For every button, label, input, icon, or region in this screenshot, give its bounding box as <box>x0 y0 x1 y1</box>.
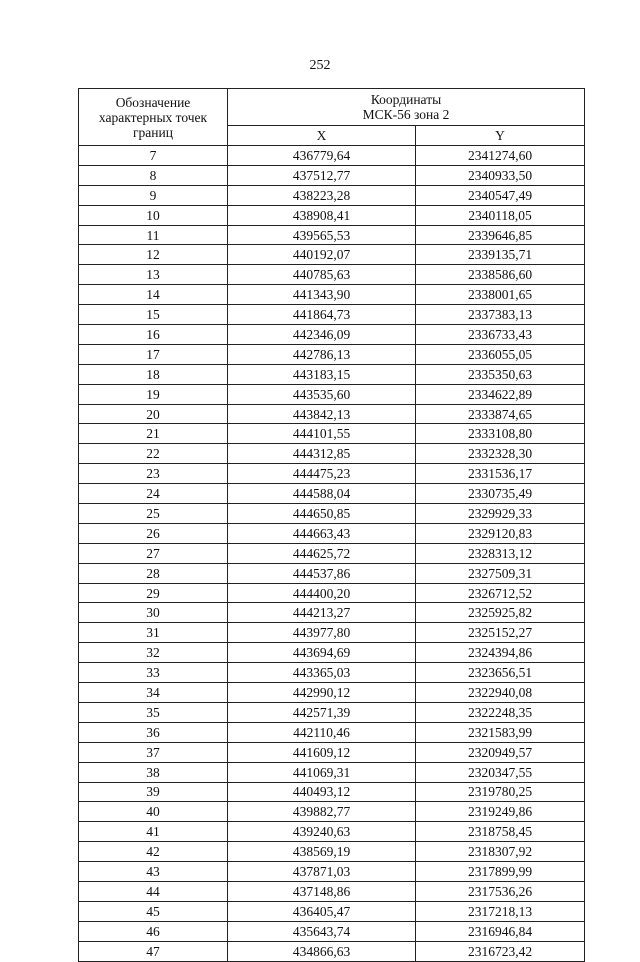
x-column-header: X <box>228 125 416 145</box>
x-coordinate-cell: 437871,03 <box>228 862 416 882</box>
point-cell: 29 <box>79 583 228 603</box>
table-row <box>79 325 585 345</box>
y-coordinate-cell: 2332328,30 <box>416 444 585 464</box>
table-row <box>79 165 585 185</box>
y-coordinate-cell: 2330735,49 <box>416 484 585 504</box>
x-coordinate-cell: 437512,77 <box>228 165 416 185</box>
y-coordinate-cell: 2333108,80 <box>416 424 585 444</box>
coords-header-line-2: МСК-56 зона 2 <box>362 106 450 122</box>
page-number: 252 <box>309 58 331 73</box>
y-coordinate-cell: 2340933,50 <box>416 165 585 185</box>
x-coordinate-cell: 441343,90 <box>228 285 416 305</box>
point-cell: 20 <box>79 404 228 424</box>
table-row <box>79 941 585 961</box>
x-coordinate-cell: 439240,63 <box>228 822 416 842</box>
table-row <box>79 364 585 384</box>
table-row <box>79 285 585 305</box>
point-cell: 37 <box>79 742 228 762</box>
table-row <box>79 862 585 882</box>
x-coordinate-cell: 439565,53 <box>228 225 416 245</box>
point-cell: 28 <box>79 563 228 583</box>
point-cell: 35 <box>79 702 228 722</box>
y-coordinate-cell: 2329120,83 <box>416 523 585 543</box>
x-coordinate-cell: 442110,46 <box>228 722 416 742</box>
x-coordinate-cell: 442346,09 <box>228 325 416 345</box>
point-cell: 22 <box>79 444 228 464</box>
y-coordinate-cell: 2333874,65 <box>416 404 585 424</box>
table-row <box>79 484 585 504</box>
x-coordinate-cell: 440785,63 <box>228 265 416 285</box>
point-cell: 45 <box>79 901 228 921</box>
table-row <box>79 265 585 285</box>
point-header-line-1: Обозначение <box>115 94 191 110</box>
point-cell: 27 <box>79 543 228 563</box>
table-row <box>79 822 585 842</box>
point-cell: 14 <box>79 285 228 305</box>
point-cell: 18 <box>79 364 228 384</box>
x-coordinate-cell: 437148,86 <box>228 881 416 901</box>
point-cell: 16 <box>79 325 228 345</box>
x-coordinate-cell: 439882,77 <box>228 802 416 822</box>
point-cell: 43 <box>79 862 228 882</box>
y-coordinate-cell: 2329929,33 <box>416 504 585 524</box>
point-cell: 11 <box>79 225 228 245</box>
x-coordinate-cell: 440192,07 <box>228 245 416 265</box>
table-row <box>79 563 585 583</box>
point-cell: 13 <box>79 265 228 285</box>
table-row <box>79 702 585 722</box>
point-cell: 34 <box>79 683 228 703</box>
point-cell: 15 <box>79 305 228 325</box>
table-row <box>79 921 585 941</box>
point-cell: 31 <box>79 623 228 643</box>
table-row <box>79 722 585 742</box>
y-coordinate-cell: 2324394,86 <box>416 643 585 663</box>
point-designation-header <box>79 89 228 146</box>
x-coordinate-cell: 444312,85 <box>228 444 416 464</box>
point-cell: 10 <box>79 205 228 225</box>
table-row <box>79 185 585 205</box>
table-row <box>79 901 585 921</box>
x-coordinate-cell: 444663,43 <box>228 523 416 543</box>
y-coordinate-cell: 2325925,82 <box>416 603 585 623</box>
point-cell: 7 <box>79 146 228 166</box>
x-coordinate-cell: 444650,85 <box>228 504 416 524</box>
point-cell: 40 <box>79 802 228 822</box>
point-cell: 46 <box>79 921 228 941</box>
coords-header-line-1: Координаты <box>370 91 442 107</box>
y-coordinate-cell: 2334622,89 <box>416 384 585 404</box>
x-coordinate-cell: 442571,39 <box>228 702 416 722</box>
table-row <box>79 245 585 265</box>
table-row <box>79 543 585 563</box>
y-coordinate-cell: 2325152,27 <box>416 623 585 643</box>
x-coordinate-cell: 444625,72 <box>228 543 416 563</box>
x-coordinate-cell: 444537,86 <box>228 563 416 583</box>
table-row <box>79 762 585 782</box>
y-coordinate-cell: 2318758,45 <box>416 822 585 842</box>
table-header <box>79 89 585 146</box>
y-coordinate-cell: 2340118,05 <box>416 205 585 225</box>
y-coordinate-cell: 2328313,12 <box>416 543 585 563</box>
point-cell: 44 <box>79 881 228 901</box>
y-coordinate-cell: 2320347,55 <box>416 762 585 782</box>
table-row <box>79 225 585 245</box>
y-coordinate-cell: 2339646,85 <box>416 225 585 245</box>
point-cell: 12 <box>79 245 228 265</box>
y-coordinate-cell: 2319249,86 <box>416 802 585 822</box>
y-coordinate-cell: 2341274,60 <box>416 146 585 166</box>
table-row <box>79 842 585 862</box>
table-row <box>79 623 585 643</box>
table-row <box>79 583 585 603</box>
table-row <box>79 146 585 166</box>
coordinates-table <box>78 88 585 962</box>
point-cell: 41 <box>79 822 228 842</box>
x-coordinate-cell: 435643,74 <box>228 921 416 941</box>
table-row <box>79 464 585 484</box>
point-cell: 36 <box>79 722 228 742</box>
x-coordinate-cell: 436779,64 <box>228 146 416 166</box>
point-cell: 47 <box>79 941 228 961</box>
x-coordinate-cell: 444101,55 <box>228 424 416 444</box>
table-row <box>79 742 585 762</box>
table-row <box>79 344 585 364</box>
x-coordinate-cell: 443183,15 <box>228 364 416 384</box>
point-cell: 42 <box>79 842 228 862</box>
y-coordinate-cell: 2326712,52 <box>416 583 585 603</box>
y-coordinate-cell: 2317899,99 <box>416 862 585 882</box>
table-row <box>79 881 585 901</box>
y-coordinate-cell: 2339135,71 <box>416 245 585 265</box>
point-cell: 38 <box>79 762 228 782</box>
x-coordinate-cell: 441609,12 <box>228 742 416 762</box>
y-coordinate-cell: 2323656,51 <box>416 663 585 683</box>
table-body <box>79 146 585 962</box>
y-coordinate-cell: 2331536,17 <box>416 464 585 484</box>
table-row <box>79 384 585 404</box>
table-row <box>79 683 585 703</box>
point-header-line-2: характерных точек <box>98 109 208 125</box>
x-coordinate-cell: 438908,41 <box>228 205 416 225</box>
x-coordinate-cell: 438223,28 <box>228 185 416 205</box>
table-row <box>79 205 585 225</box>
point-cell: 39 <box>79 782 228 802</box>
y-coordinate-cell: 2336733,43 <box>416 325 585 345</box>
x-coordinate-cell: 442990,12 <box>228 683 416 703</box>
point-cell: 8 <box>79 165 228 185</box>
y-coordinate-cell: 2340547,49 <box>416 185 585 205</box>
y-coordinate-cell: 2322940,08 <box>416 683 585 703</box>
point-header-line-3: границ <box>133 124 173 140</box>
table-row <box>79 424 585 444</box>
y-coordinate-cell: 2321583,99 <box>416 722 585 742</box>
table-row <box>79 444 585 464</box>
x-coordinate-cell: 436405,47 <box>228 901 416 921</box>
x-coordinate-cell: 444213,27 <box>228 603 416 623</box>
point-cell: 23 <box>79 464 228 484</box>
y-coordinate-cell: 2320949,57 <box>416 742 585 762</box>
y-coordinate-cell: 2316723,42 <box>416 941 585 961</box>
y-column-header: Y <box>416 125 585 145</box>
y-coordinate-cell: 2338001,65 <box>416 285 585 305</box>
x-coordinate-cell: 434866,63 <box>228 941 416 961</box>
x-coordinate-cell: 438569,19 <box>228 842 416 862</box>
y-coordinate-cell: 2317218,13 <box>416 901 585 921</box>
point-cell: 19 <box>79 384 228 404</box>
x-coordinate-cell: 443694,69 <box>228 643 416 663</box>
point-cell: 26 <box>79 523 228 543</box>
y-coordinate-cell: 2335350,63 <box>416 364 585 384</box>
x-coordinate-cell: 441864,73 <box>228 305 416 325</box>
coordinates-header <box>228 89 585 126</box>
point-cell: 25 <box>79 504 228 524</box>
table-row <box>79 523 585 543</box>
table-row <box>79 504 585 524</box>
point-cell: 24 <box>79 484 228 504</box>
x-coordinate-cell: 444588,04 <box>228 484 416 504</box>
table-row <box>79 802 585 822</box>
table-row <box>79 782 585 802</box>
x-coordinate-cell: 441069,31 <box>228 762 416 782</box>
y-coordinate-cell: 2336055,05 <box>416 344 585 364</box>
x-coordinate-cell: 443977,80 <box>228 623 416 643</box>
y-coordinate-cell: 2316946,84 <box>416 921 585 941</box>
table-row <box>79 603 585 623</box>
y-coordinate-cell: 2318307,92 <box>416 842 585 862</box>
table-row <box>79 643 585 663</box>
x-coordinate-cell: 443535,60 <box>228 384 416 404</box>
point-cell: 9 <box>79 185 228 205</box>
point-cell: 17 <box>79 344 228 364</box>
point-cell: 30 <box>79 603 228 623</box>
point-cell: 32 <box>79 643 228 663</box>
x-coordinate-cell: 444475,23 <box>228 464 416 484</box>
y-coordinate-cell: 2338586,60 <box>416 265 585 285</box>
table-row <box>79 663 585 683</box>
x-coordinate-cell: 443365,03 <box>228 663 416 683</box>
point-cell: 33 <box>79 663 228 683</box>
point-cell: 21 <box>79 424 228 444</box>
x-coordinate-cell: 443842,13 <box>228 404 416 424</box>
x-coordinate-cell: 442786,13 <box>228 344 416 364</box>
x-coordinate-cell: 440493,12 <box>228 782 416 802</box>
y-coordinate-cell: 2337383,13 <box>416 305 585 325</box>
y-coordinate-cell: 2319780,25 <box>416 782 585 802</box>
x-coordinate-cell: 444400,20 <box>228 583 416 603</box>
table-row <box>79 305 585 325</box>
table-row <box>79 404 585 424</box>
y-coordinate-cell: 2327509,31 <box>416 563 585 583</box>
y-coordinate-cell: 2322248,35 <box>416 702 585 722</box>
y-coordinate-cell: 2317536,26 <box>416 881 585 901</box>
